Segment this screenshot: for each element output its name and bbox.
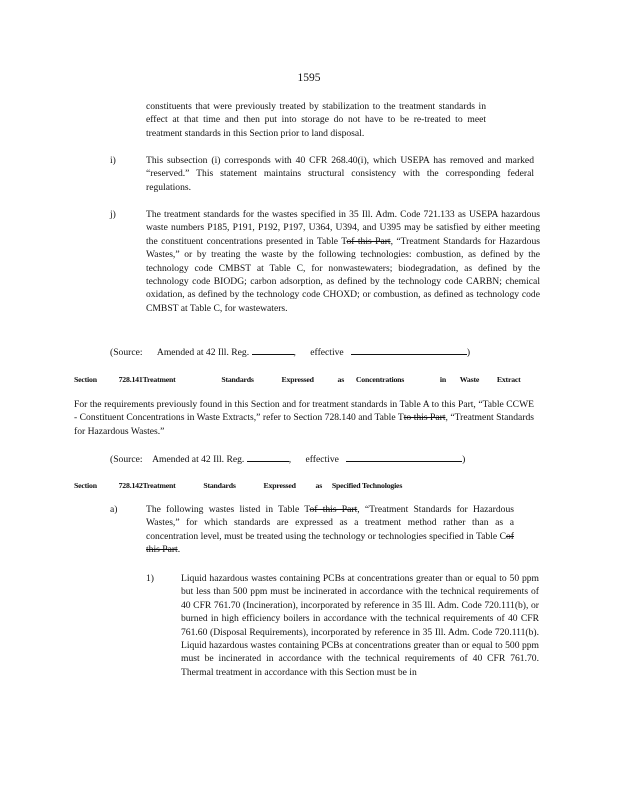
section-728-141-body: For the requirements previously found in this Section and for treatment standards in Table A to this Part, “Table CCWE - Constituent Concentrations in Waste Extracts,” refer to Section 728.140 and Table Tto this Part, “Treatment Standards for Hazardous Wastes.” <box>74 399 534 437</box>
subsection-a-text: The following wastes listed in Table Tof this Part, “Treatment Standards for Hazardous Wastes,” for which standards are expressed as a treatment method rather than as a concentration level, must be treated using the technology or technologies specified in Table Cof this Part. <box>146 504 514 556</box>
subsection-h-continuation: constituents that were previously treated by stabilization to the treatment standards in effect at that time and then put into storage do not have to be re-treated to meet treatment standards in this Section prior to land disposal. <box>146 101 486 139</box>
source-note-1: (Source: Amended at 42 Ill. Reg. , effective ) <box>110 347 471 358</box>
subsection-j-label: j) <box>110 209 116 220</box>
strikethrough-text: to this Part <box>403 412 446 424</box>
section-728-141-heading: Section 728.141Treatment Standards Expressed as Concentrations in Waste Extract <box>74 375 521 384</box>
source-note-2: (Source: Amended at 42 Ill. Reg. , effective ) <box>110 454 466 465</box>
strikethrough-text: of this Part <box>146 530 514 556</box>
subsection-i-text: This subsection (i) corresponds with 40 CFR 268.40(i), which USEPA has removed and marked “reserved.” This statement maintains structural consistency with the corresponding federal regulations. <box>146 155 534 193</box>
subsection-a-label: a) <box>110 504 118 515</box>
subsection-j-text: The treatment standards for the wastes specified in 35 Ill. Adm. Code 721.133 as USEPA hazardous waste numbers P185, P191, P192, P197, U364, U394, and U395 may be satisfied by either meeting the constituent concentrations presented in Table Tof this Part, “Treatment Standards for Hazardous Wastes,” or by treating the waste by the following technologies: combustion, as defined by the technology code CMBST at Table C, for nonwastewaters; biodegradation, as defined by the technology code BIODG; carbon adsorption, as defined by the technology code CARBN; chemical oxidation, as defined by the technology code CHOXD; or combustion, as defined as technology code CMBST at Table C, for wastewaters. <box>146 209 540 314</box>
subsection-1-label: 1) <box>146 573 154 584</box>
strikethrough-text: of this Part <box>346 235 391 247</box>
strikethrough-text: of this Part <box>309 504 358 515</box>
subsection-i-label: i) <box>110 155 116 166</box>
page-number: 1595 <box>297 72 321 84</box>
subsection-1-text: Liquid hazardous wastes containing PCBs at concentrations greater than or equal to 50 ppm but less than 500 ppm must be incinerated in accordance with the technical requirements of 40 CFR 761.70 (Incineration), incorporated by reference in 35 Ill. Adm. Code 720.111(b), or burned in high efficiency boilers in accordance with the technical requirements of 40 CFR 761.60 (Disposal Requirements), incorporated by reference in 35 Ill. Adm. Code 720.111(b). Liquid hazardous wastes containing PCBs at concentrations greater than or equal to 500 ppm must be incinerated in accordance with the technical requirements of 40 CFR 761.70. Thermal treatment in accordance with this Section must be in <box>181 573 539 678</box>
section-728-142-heading: Section 728.142Treatment Standards Expressed as Specified Technologies <box>74 481 403 490</box>
